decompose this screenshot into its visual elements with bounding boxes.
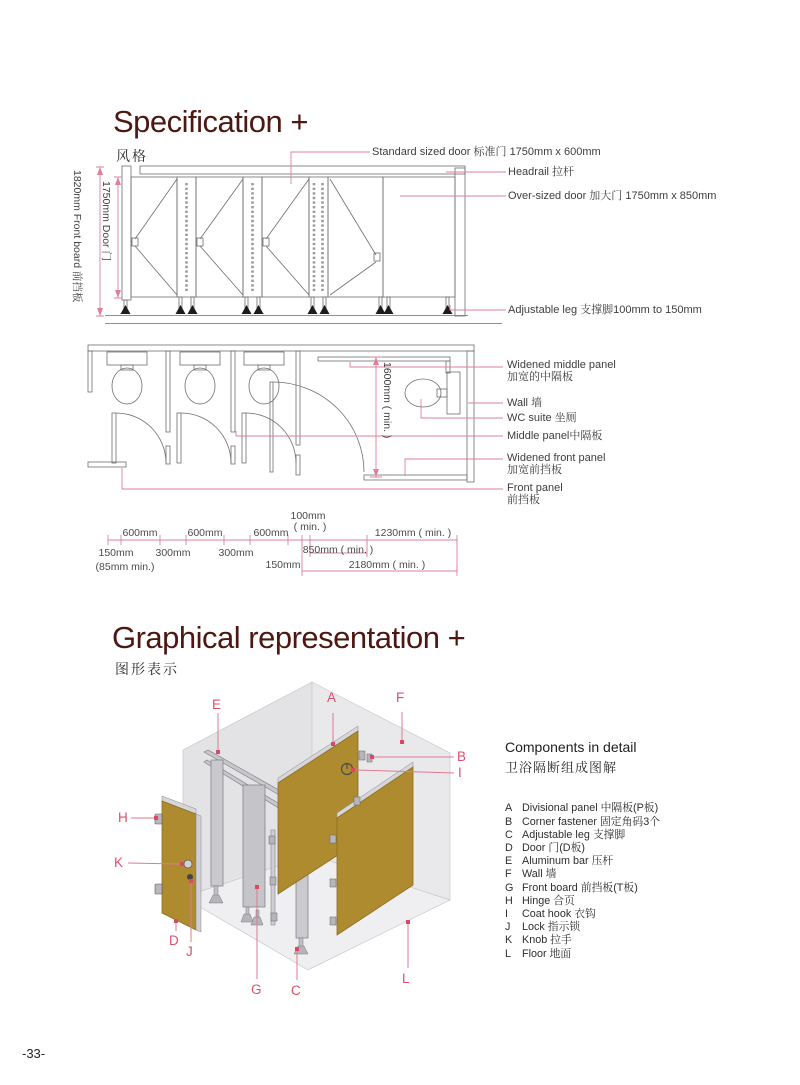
leg-feet — [121, 305, 453, 314]
label-oversized-door: Over-sized door 加大门 1750mm x 850mm — [508, 190, 717, 202]
marker-l: L — [402, 971, 410, 986]
dim-1820-front-board: 1820mm Front board 前挡板 — [71, 170, 83, 303]
label-widened-front-panel-cn: 加宽前挡板 — [507, 464, 562, 476]
label-front-panel-en: Front panel — [507, 482, 563, 494]
component-item: L Floor 地面 — [505, 947, 572, 960]
marker-i: I — [458, 765, 462, 780]
component-item: J Lock 指示锁 — [505, 921, 581, 934]
marker-k: K — [114, 855, 124, 870]
pilaster-1 — [211, 760, 223, 886]
dim-2180: 2180mm ( min. ) — [348, 559, 426, 571]
dim-600-3: 600mm — [253, 527, 289, 539]
label-standard-door: Standard sized door 标准门 1750mm x 600mm — [372, 146, 601, 158]
marker-f: F — [396, 690, 405, 705]
label-widened-middle-panel-en: Widened middle panel — [507, 359, 616, 371]
component-item: K Knob 拉手 — [505, 934, 572, 947]
elevation-drawing — [105, 166, 502, 324]
component-item: F Wall 墙 — [505, 868, 557, 881]
label-front-panel-cn: 前挡板 — [507, 494, 540, 506]
label-widened-middle-panel-cn: 加宽的中隔板 — [507, 371, 573, 383]
dim-300-1: 300mm — [155, 547, 191, 559]
dim-100: 100mm — [290, 510, 326, 522]
hinge-bottom — [155, 884, 162, 894]
dim-1600-min: 1600mm ( min. ) — [381, 362, 393, 439]
adjustable-legs — [124, 297, 449, 311]
dim-600-2: 600mm — [187, 527, 223, 539]
label-middle-panel: Middle panel中隔板 — [507, 430, 603, 442]
graph-subtitle: 图形表示 — [115, 661, 179, 677]
component-item: G Front board 前挡板(T板) — [505, 881, 638, 894]
marker-d: D — [169, 933, 179, 948]
marker-e: E — [212, 697, 222, 712]
component-item: E Aluminum bar 压杆 — [505, 855, 614, 868]
graph-title: Graphical representation + — [112, 620, 466, 655]
components-title: Components in detail — [505, 739, 637, 755]
marker-g: G — [251, 982, 262, 997]
front-board — [243, 785, 265, 907]
marker-a: A — [327, 690, 337, 705]
component-item: I Coat hook 衣钩 — [505, 908, 596, 921]
component-item: H Hinge 合页 — [505, 894, 575, 907]
dim-150-2: 150mm — [265, 559, 301, 571]
page-number: -33- — [22, 1046, 46, 1061]
label-wall: Wall 墙 — [507, 397, 543, 409]
dim-300-2: 300mm — [218, 547, 254, 559]
component-item: A Divisional panel 中隔板(P板) — [505, 802, 659, 815]
dim-600-1: 600mm — [122, 527, 158, 539]
label-wc-suite: WC suite 坐厕 — [507, 412, 577, 424]
label-headrail: Headrail 拉杆 — [508, 166, 575, 178]
dim-85-min: (85mm min.) — [95, 561, 155, 573]
components-panel — [505, 740, 765, 961]
marker-c: C — [291, 983, 301, 998]
component-item: C Adjustable leg 支撑脚 — [505, 828, 626, 841]
dim-100-min: ( min. ) — [293, 521, 327, 533]
marker-j: J — [186, 944, 193, 959]
dim-1750-door: 1750mm Door 门 — [100, 181, 112, 261]
plan-drawing — [88, 345, 474, 482]
spec-subtitle: 风格 — [116, 148, 148, 164]
label-widened-front-panel-en: Widened front panel — [507, 452, 606, 464]
dimension-arrows — [97, 167, 379, 477]
components-subtitle: 卫浴隔断组成图解 — [505, 760, 618, 776]
dim-850: 850mm ( min. ) — [302, 544, 374, 556]
components-list — [505, 802, 765, 960]
component-item: D Door 门(D板) — [505, 842, 585, 854]
knob — [184, 860, 192, 868]
marker-h: H — [118, 810, 128, 825]
marker-b: B — [457, 749, 467, 764]
spec-title: Specification + — [113, 104, 308, 139]
component-item: B Corner fastener 固定角码3个 — [505, 815, 661, 828]
dim-1230: 1230mm ( min. ) — [374, 527, 452, 539]
dimension-lines — [96, 167, 457, 576]
dim-150-1: 150mm — [98, 547, 134, 559]
door-swings — [112, 382, 364, 472]
label-adjustable-leg: Adjustable leg 支撑脚100mm to 150mm — [508, 304, 702, 316]
